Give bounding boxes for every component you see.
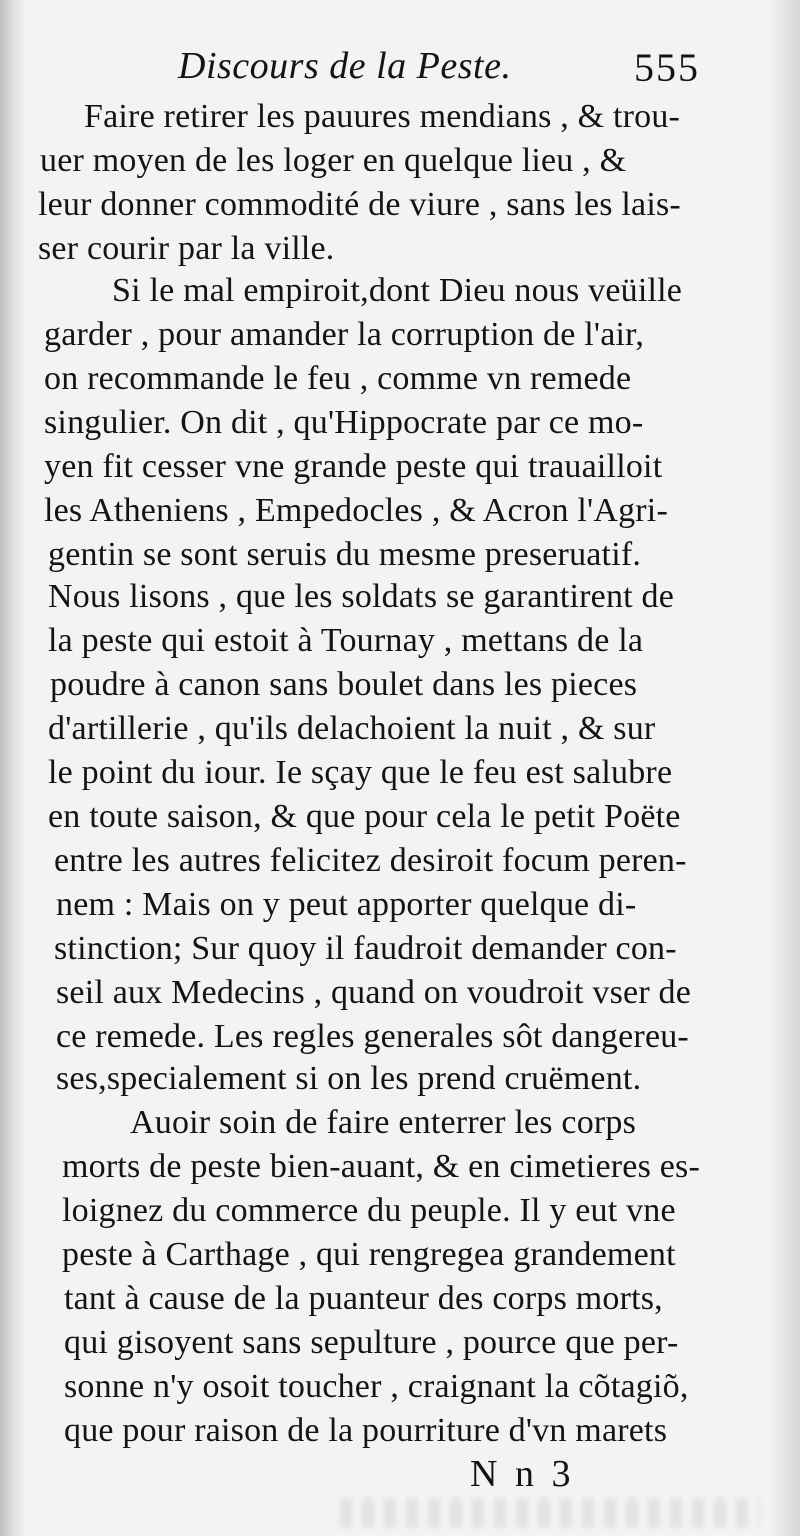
text-line: le point du iour. Ie sçay que le feu est salubre <box>48 754 673 791</box>
text-line: uer moyen de les loger en quelque lieu , & <box>40 142 627 179</box>
text-line: tant à cause de la puanteur des corps morts, <box>64 1280 663 1317</box>
text-line: la peste qui estoit à Tournay , mettans de la <box>48 622 644 659</box>
text-line: qui gisoyent sans sepulture , pource que per- <box>64 1324 679 1361</box>
text-line: Si le mal empiroit,dont Dieu nous veüille <box>112 272 683 309</box>
gutter-shadow <box>0 0 26 1536</box>
text-line: morts de peste bien-auant, & en cimetieres es- <box>62 1148 700 1185</box>
signature-mark: N n 3 <box>470 1453 575 1495</box>
text-line: yen fit cesser vne grande peste qui trauailloit <box>44 448 663 485</box>
text-line: stinction; Sur quoy il faudroit demander con- <box>54 930 677 967</box>
text-line: seil aux Medecins , quand on voudroit vser de <box>56 974 692 1011</box>
text-line: gentin se sont seruis du mesme preseruatif. <box>48 536 642 573</box>
text-line: poudre à canon sans boulet dans les pieces <box>50 666 638 703</box>
text-line: entre les autres felicitez desiroit focum peren- <box>54 842 687 879</box>
edge-shadow <box>770 0 800 1536</box>
text-line: on recommande le feu , comme vn remede <box>44 360 632 397</box>
page-header <box>0 44 800 100</box>
text-line: ser courir par la ville. <box>38 230 335 267</box>
text-line: ses,specialement si on les prend cruëment. <box>56 1060 642 1097</box>
running-head: Discours de la Peste. <box>178 45 512 87</box>
text-line: loignez du commerce du peuple. Il y eut vne <box>62 1192 676 1229</box>
text-line: d'artillerie , qu'ils delachoient la nuit , & sur <box>48 710 656 747</box>
text-line: Faire retirer les pauures mendians , & trou- <box>84 98 681 135</box>
text-line: sonne n'y osoit toucher , craignant la cõtagiõ, <box>64 1368 689 1405</box>
text-line: Nous lisons , que les soldats se garantirent de <box>48 578 675 615</box>
text-line: peste à Carthage , qui rengregea grandement <box>62 1236 676 1273</box>
text-line: leur donner commodité de viure , sans les lais- <box>38 186 681 223</box>
text-line: nem : Mais on y peut apporter quelque di- <box>56 886 637 923</box>
text-line: ce remede. Les regles generales sôt dangereu- <box>56 1018 689 1055</box>
text-line: que pour raison de la pourriture d'vn marets <box>64 1412 668 1449</box>
text-line: en toute saison, & que pour cela le petit Poëte <box>48 798 681 835</box>
text-line: les Atheniens , Empedocles , & Acron l'Agri- <box>44 492 668 529</box>
text-line: singulier. On dit , qu'Hippocrate par ce mo- <box>44 404 644 441</box>
page-number: 555 <box>634 45 700 90</box>
show-through-texture <box>340 1498 760 1528</box>
text-line: Auoir soin de faire enterrer les corps <box>130 1104 637 1141</box>
text-line: garder , pour amander la corruption de l'air, <box>44 316 645 353</box>
